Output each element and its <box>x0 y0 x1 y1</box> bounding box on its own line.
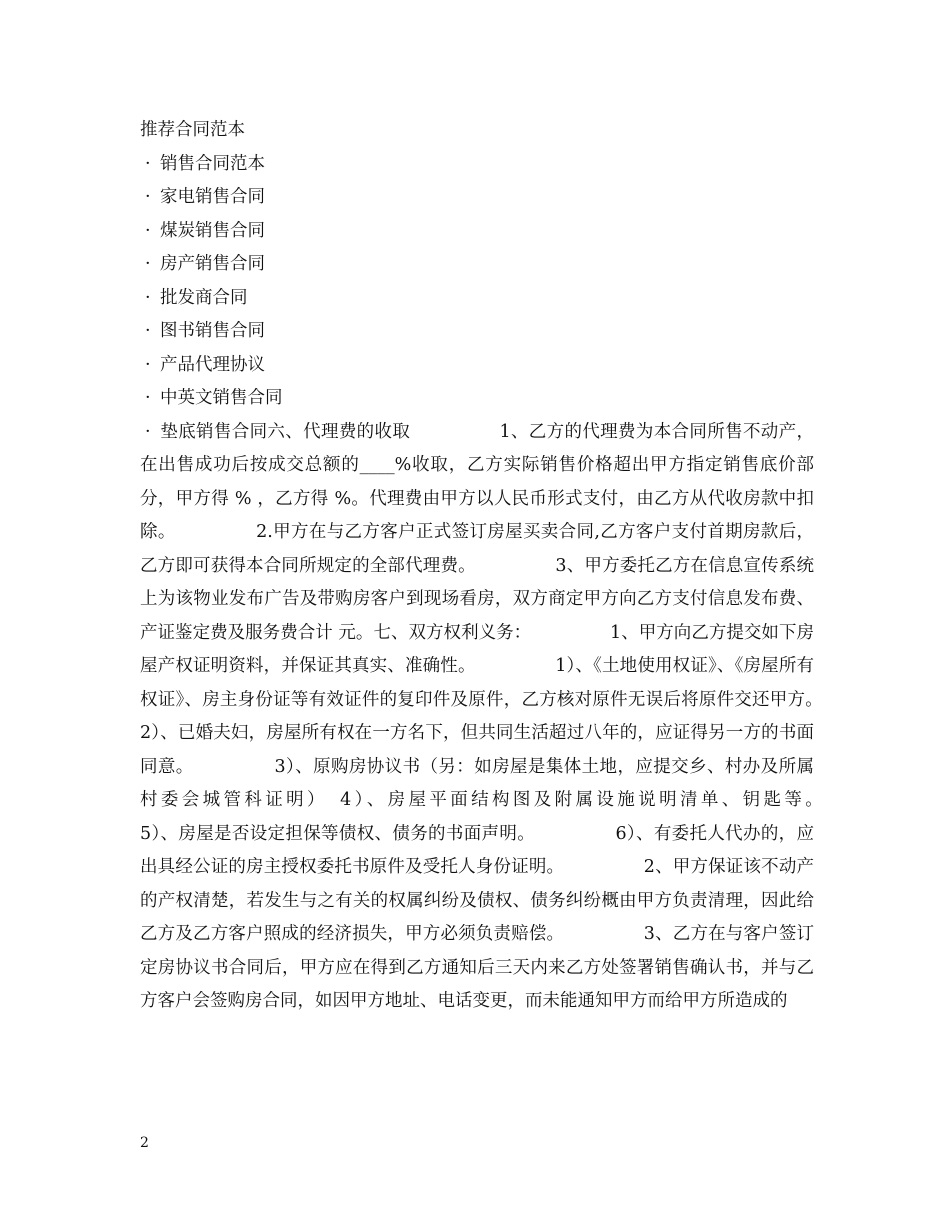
bullet-glyph: · <box>145 187 151 207</box>
list-item-label: 产品代理协议 <box>160 354 265 375</box>
page-number: 2 <box>140 1135 149 1151</box>
bullet-glyph: · <box>145 354 151 375</box>
contract-body-text: 垫底销售合同六、代理费的收取 1、乙方的代理费为本合同所售不动产，在出售成功后按成交总额的____%收取，乙方实际销售价格超出甲方指定销售底价部分，甲方得 % ，乙方得 %。代理费由甲方以人民币形式支付，由乙方从代收房款中扣除。 2.甲方在与乙方客户正式签订房屋买卖合同,乙方客户支付首期房款后，乙方即可获得本合同所规定的全部代理费。 3、甲方委托乙方在信息宣传系统上为该物业发布广告及带购房客户到现场看房，双方商定甲方向乙方支付信息发布费、产证鉴定费及服务费合计 元。七、双方权利义务： 1、甲方向乙方提交如下房屋产权证明资料，并保证其真实、准确性。 1）、《土地使用权证》、《房屋所有权证》、房主身份证等有效证件的复印件及原件，乙方核对原件无误后将原件交还甲方。 2）、已婚夫妇，房屋所有权在一方名下，但共同生活超过八年的，应证得另一方的书面同意。 3）、原购房协议书（另：如房屋是集体土地，应提交乡、村办及所属村委会城管科证明） 4）、房屋平面结构图及附属设施说明清单、钥匙等。 5）、房屋是否设定担保等债权、债务的书面声明。 6）、有委托人代办的，应出具经公证的房主授权委托书原件及受托人身份证明。 2、甲方保证该不动产的产权清楚，若发生与之有关的权属纠纷及债权、债务纠纷概由甲方负责清理，因此给乙方及乙方客户照成的经济损失，甲方必须负责赔偿。 3、乙方在与客户签订定房协议书合同后，甲方应在得到乙方通知后三天内来乙方处签署销售确认书，并与乙方客户会签购房合同，如因甲方地址、电话变更，而未能通知甲方而给甲方所造成的 <box>140 421 902 1011</box>
list-item <box>140 282 814 316</box>
bullet-glyph: · <box>145 421 151 442</box>
list-item-label: 家电销售合同 <box>160 187 265 207</box>
list-item <box>140 148 814 182</box>
paragraph-lead <box>140 422 160 442</box>
list-item <box>140 382 814 416</box>
list-item <box>140 315 814 349</box>
bullet-glyph: · <box>145 321 151 341</box>
list-item-label: 销售合同范本 <box>160 153 265 174</box>
list-item <box>140 248 814 282</box>
recommended-contracts-heading: 推荐合同范本 <box>140 120 245 140</box>
bullet-glyph: · <box>145 254 151 274</box>
document-content <box>140 114 902 1019</box>
contract-template-list <box>140 148 814 416</box>
bullet-glyph: · <box>145 287 151 308</box>
list-item-label: 煤炭销售合同 <box>160 220 265 241</box>
bullet-glyph: · <box>145 220 151 241</box>
list-item-label: 批发商合同 <box>160 287 248 308</box>
contract-body-paragraph <box>140 416 902 1019</box>
bullet-glyph: · <box>145 388 151 408</box>
list-item <box>140 181 814 215</box>
list-item-label: 图书销售合同 <box>160 321 265 341</box>
bullet-glyph: · <box>145 153 151 174</box>
list-item <box>140 349 814 383</box>
list-item <box>140 215 814 249</box>
list-item-label: 房产销售合同 <box>160 254 265 274</box>
list-item-label: 中英文销售合同 <box>160 388 283 408</box>
